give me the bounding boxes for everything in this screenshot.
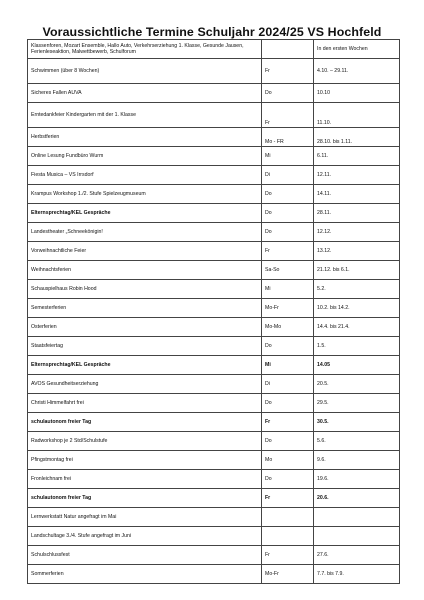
cell-day <box>262 527 314 546</box>
cell-day <box>262 508 314 527</box>
cell-event: Sommerferien <box>28 565 262 584</box>
table-row <box>28 242 400 261</box>
cell-day: Do <box>262 337 314 356</box>
cell-event: Radworkshop je 2 Std/Schulstufe <box>28 432 262 451</box>
table-row <box>28 204 400 223</box>
cell-event: Weihnachtsferien <box>28 261 262 280</box>
cell-day: Mi <box>262 356 314 375</box>
cell-event: Lernwerkstatt Natur angefragt im Mai <box>28 508 262 527</box>
table-row <box>28 103 400 128</box>
cell-event: Osterferien <box>28 318 262 337</box>
table-row <box>28 337 400 356</box>
cell-date: 10.10 <box>314 84 400 103</box>
cell-date: 12.12. <box>314 223 400 242</box>
cell-date: 1.5. <box>314 337 400 356</box>
cell-event: schulautonom freier Tag <box>28 413 262 432</box>
cell-day: Fr <box>262 546 314 565</box>
table-row <box>28 59 400 84</box>
table-row <box>28 40 400 59</box>
table-row <box>28 166 400 185</box>
cell-event: Herbstferien <box>28 128 262 147</box>
cell-day: Fr <box>262 59 314 84</box>
cell-event: Semesterferien <box>28 299 262 318</box>
table-row <box>28 261 400 280</box>
table-row <box>28 375 400 394</box>
table-row <box>28 394 400 413</box>
cell-event: Fronleichnam frei <box>28 470 262 489</box>
table-row <box>28 84 400 103</box>
cell-event: Christi Himmelfahrt frei <box>28 394 262 413</box>
cell-date: 11.10. <box>314 103 400 128</box>
cell-day: Mo-Fr <box>262 565 314 584</box>
table-row <box>28 147 400 166</box>
cell-date: 13.12. <box>314 242 400 261</box>
schedule-table <box>27 39 400 584</box>
cell-date: 28.11. <box>314 204 400 223</box>
cell-day: Mo <box>262 451 314 470</box>
cell-event: Landestheater „Schneekönigin! <box>28 223 262 242</box>
document-title: Voraussichtliche Termine Schuljahr 2024/25 VS Hochfeld <box>42 25 382 39</box>
table-row <box>28 299 400 318</box>
cell-date: 9.6. <box>314 451 400 470</box>
cell-event: Krampus Workshop 1./2. Stufe Spielzeugmuseum <box>28 185 262 204</box>
cell-date: 12.11. <box>314 166 400 185</box>
cell-day: Fr <box>262 413 314 432</box>
table-row <box>28 280 400 299</box>
table-row <box>28 470 400 489</box>
cell-day: Mi <box>262 280 314 299</box>
table-row <box>28 508 400 527</box>
cell-date <box>314 508 400 527</box>
cell-date: 6.11. <box>314 147 400 166</box>
cell-date: 5.2. <box>314 280 400 299</box>
cell-date: 14.4. bis 21.4. <box>314 318 400 337</box>
cell-date: 10.2. bis 14.2. <box>314 299 400 318</box>
table-row <box>28 546 400 565</box>
cell-day: Mo - FR <box>262 128 314 147</box>
cell-event: Pfingstmontag frei <box>28 451 262 470</box>
cell-day: Sa-So <box>262 261 314 280</box>
table-row <box>28 451 400 470</box>
cell-date: 7.7. bis 7.9. <box>314 565 400 584</box>
cell-day: Fr <box>262 103 314 128</box>
table-row <box>28 223 400 242</box>
cell-event: Elternsprechtag/KEL Gespräche <box>28 204 262 223</box>
cell-day: Di <box>262 166 314 185</box>
cell-event: AVOS Gesundheitserziehung <box>28 375 262 394</box>
table-row <box>28 413 400 432</box>
cell-day: Fr <box>262 489 314 508</box>
cell-date: 5.6. <box>314 432 400 451</box>
table-row <box>28 128 400 147</box>
cell-date: 27.6. <box>314 546 400 565</box>
cell-date: 4.10. – 29.11. <box>314 59 400 84</box>
cell-event: Schwimmen (über 8 Wochen) <box>28 59 262 84</box>
cell-event: Schauspielhaus Robin Hood <box>28 280 262 299</box>
table-row <box>28 432 400 451</box>
table-row <box>28 356 400 375</box>
cell-day: Do <box>262 185 314 204</box>
cell-date: 20.6. <box>314 489 400 508</box>
cell-event: Sicheres Fallen AUVA <box>28 84 262 103</box>
cell-day: Do <box>262 84 314 103</box>
cell-day: Do <box>262 394 314 413</box>
cell-date: 21.12. bis 6.1. <box>314 261 400 280</box>
cell-day: Fr <box>262 242 314 261</box>
cell-event: Vorweihnachtliche Feier <box>28 242 262 261</box>
cell-event: Staatsfeiertag <box>28 337 262 356</box>
table-row <box>28 489 400 508</box>
cell-date: 20.5. <box>314 375 400 394</box>
cell-day: Mi <box>262 147 314 166</box>
table-row <box>28 185 400 204</box>
cell-date: 19.6. <box>314 470 400 489</box>
cell-day: Mo-Fr <box>262 299 314 318</box>
table-row <box>28 318 400 337</box>
cell-event: Fiesta Musica – VS Irrsdorf <box>28 166 262 185</box>
schedule-rows <box>28 40 400 584</box>
cell-day <box>262 40 314 59</box>
cell-date: 30.5. <box>314 413 400 432</box>
cell-day: Mo-Mo <box>262 318 314 337</box>
cell-date: 14.05 <box>314 356 400 375</box>
cell-day: Di <box>262 375 314 394</box>
table-row <box>28 527 400 546</box>
cell-event: schulautonom freier Tag <box>28 489 262 508</box>
cell-date: In den ersten Wochen <box>314 40 400 59</box>
cell-event: Online Lesung Fundbüro Wurm <box>28 147 262 166</box>
cell-date <box>314 527 400 546</box>
cell-date: 28.10. bis 1.11. <box>314 128 400 147</box>
cell-event: Schulschlussfest <box>28 546 262 565</box>
cell-event: Erntedankfeier Kindergarten mit der 1. Klasse <box>28 103 262 128</box>
cell-event: Elternsprechtag/KEL Gespräche <box>28 356 262 375</box>
cell-day: Do <box>262 470 314 489</box>
cell-day: Do <box>262 432 314 451</box>
table-row <box>28 565 400 584</box>
cell-date: 14.11. <box>314 185 400 204</box>
cell-day: Do <box>262 204 314 223</box>
cell-event: Landschultage 3./4. Stufe angefragt im Juni <box>28 527 262 546</box>
cell-day: Do <box>262 223 314 242</box>
cell-date: 29.5. <box>314 394 400 413</box>
cell-event: Klassenforen, Mozart Ensemble, Hallo Auto, Verkehrserziehung 1. Klasse, Gesunde Jausen, Ferienleseaktion, Malwettbewerb, Schulforum <box>28 40 262 59</box>
